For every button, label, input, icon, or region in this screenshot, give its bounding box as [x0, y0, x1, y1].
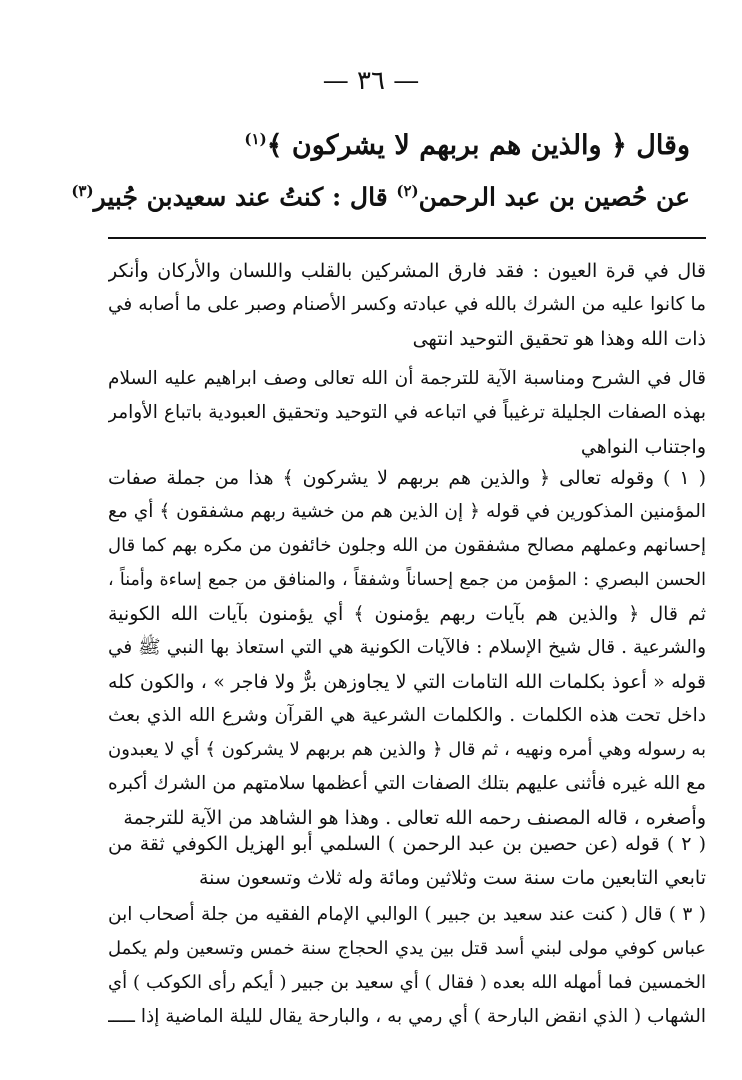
commentary-paragraph-sharh — [108, 362, 706, 464]
text-line: ( ١ ) وقوله تعالى ﴿ والذين هم بربهم لا يشركون ﴾ هذا من جملة صفات — [108, 467, 706, 489]
text-line: ( ٢ ) قوله (عن حصين بن عبد الرحمن ) السلمي أبو الهزيل الكوفي ثقة من — [108, 833, 706, 855]
text-line: الخمسين فما أمهله الله بعده ( فقال ) أي سعيد بن جبير ( أيكم رأى الكوكب ) أي — [108, 972, 706, 993]
text-line: المؤمنين المذكورين في قوله ﴿ إن الذين هم من خشية ربهم مشفقون ﴾ أي مع — [108, 501, 706, 522]
text-line: به رسوله وهي أمره ونهيه ، ثم قال ﴿ والذين هم بربهم لا يشركون ﴾ أي لا يعبدون — [108, 739, 706, 760]
page-number: — ٣٦ — — [322, 66, 420, 96]
text-line: الشهاب ( الذي انقض البارحة ) أي رمي به ، والبارحة يقال لليلة الماضية إذا ـــــ — [108, 1006, 706, 1027]
text-line: قال في الشرح ومناسبة الآية للترجمة أن الله تعالى وصف ابراهيم عليه السلام — [108, 368, 706, 389]
text-line: بهذه الصفات الجليلة ترغيباً في اتباعه في التوحيد وتحقيق العبودية باتباع الأوامر — [108, 402, 706, 423]
text-line: ( ٣ ) قال ( كنت عند سعيد بن جبير ) الوالبي الإمام الفقيه من جلة أصحاب ابن — [108, 904, 706, 925]
text-line: مع الله غيره فأثنى عليهم بتلك الصفات التي أعظمها سلامتهم من الشرك أكبره — [108, 773, 706, 794]
heading-isnad-part-a: عن حُصين بن عبد الرحمن — [418, 182, 690, 212]
footnote-2 — [108, 827, 706, 895]
text-line: قوله « أعوذ بكلمات الله التامات التي لا يجاوزهن برٌّ ولا فاجر » ، والكون كله — [108, 671, 706, 693]
footnote-3 — [108, 898, 706, 1034]
text-line: قال في قرة العيون : فقد فارق المشركين بالقلب واللسان والأركان وأنكر — [108, 260, 706, 282]
text-line: والشرعية . قال شيخ الإسلام : فالآيات الكونية هي التي استعاذ بها النبي ﷺ في — [108, 637, 706, 658]
heading-quran-verse — [70, 132, 690, 159]
text-line: واجتناب النواهي — [580, 436, 706, 458]
text-line: ثم قال ﴿ والذين هم بآيات ربهم يؤمنون ﴾ أي يؤمنون بآيات الله الكونية — [108, 603, 706, 625]
footnote-marker-1: (١) — [244, 130, 267, 148]
text-line: إحسانهم وعملهم مصالح مشفقون من الله وجلون خائفون من مكره بهم كما قال — [108, 535, 706, 556]
text-line: ذات الله وهذا هو تحقيق التوحيد انتهى — [412, 328, 706, 350]
footnote-marker-3: (٣) — [71, 182, 94, 200]
footnote-1 — [108, 461, 706, 835]
text-line: وأصغره ، قاله المصنف رحمه الله تعالى . وهذا هو الشاهد من الآية للترجمة — [123, 807, 706, 829]
text-line: تابعي التابعين مات سنة ست وثلاثين ومائة وله ثلاث وتسعون سنة — [198, 867, 706, 889]
heading-isnad-part-b: قال : كنتُ عند سعيدبن جُبير — [93, 182, 388, 212]
text-line: ما كانوا عليه من الشرك بالله في عبادته وكسر الأصنام وصبر على ما أصابه في — [108, 294, 706, 315]
text-line: عباس كوفي مولى لبني أسد قتل بين يدي الحجاج سنة خمس وتسعين ولم يكمل — [108, 938, 706, 959]
text-line: الحسن البصري : المؤمن من جمع إحساناً وشفقاً ، والمنافق من جمع إساءة وأمناً ، — [108, 570, 706, 590]
text-line: داخل تحت هذه الكلمات . والكلمات الشرعية هي القرآن وشرع الله الذي بعث — [108, 705, 706, 726]
heading-isnad — [70, 182, 690, 212]
divider-rule — [108, 237, 706, 239]
footnote-marker-2: (٢) — [396, 182, 419, 200]
heading-verse-text: وقال ﴿ والذين هم بربهم لا يشركون ﴾ — [266, 130, 690, 161]
commentary-paragraph-qurrat-al-uyun — [108, 254, 706, 356]
